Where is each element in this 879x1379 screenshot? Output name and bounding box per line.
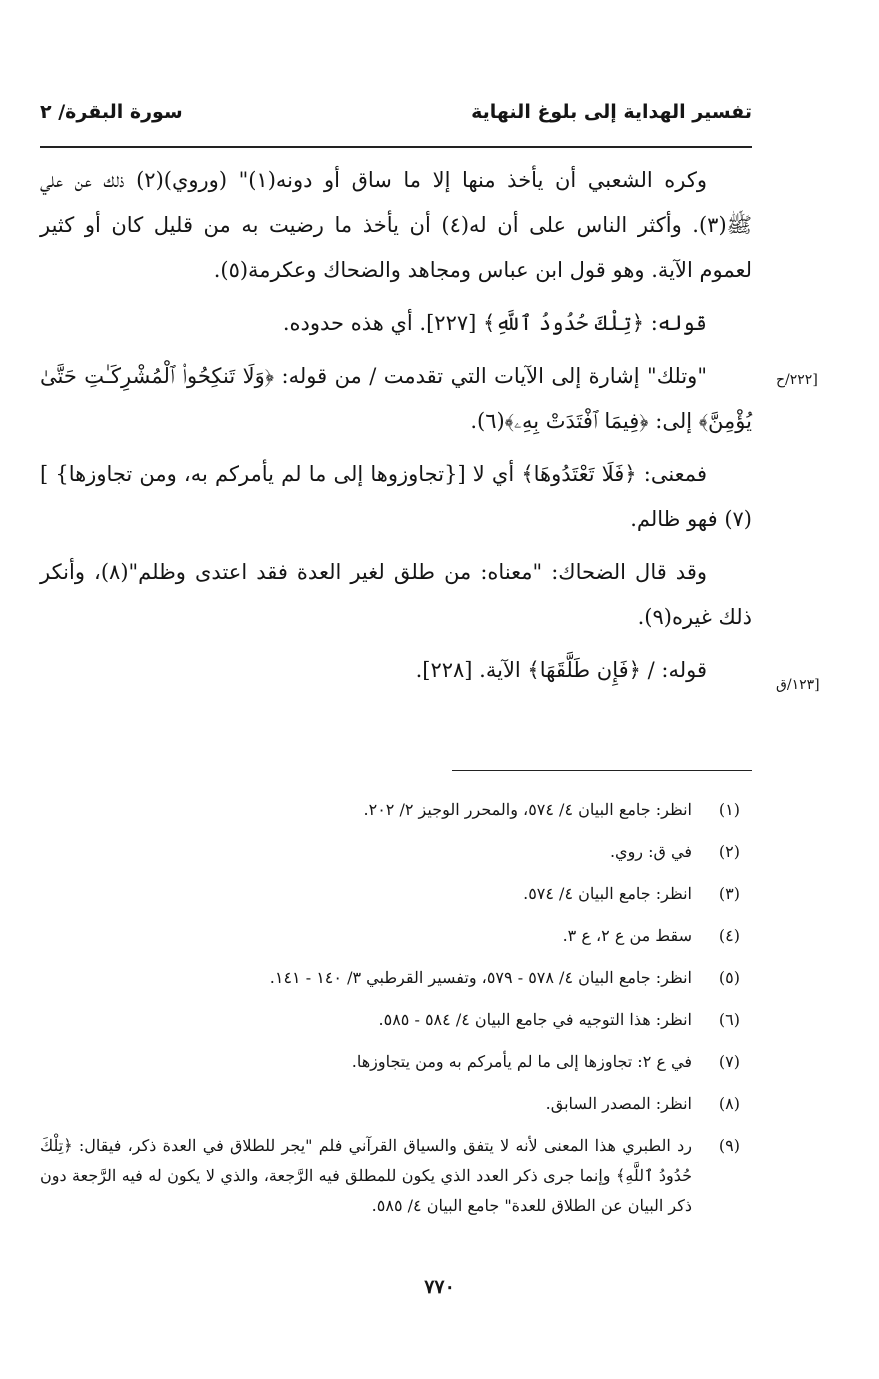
footnote-number: (٨): [718, 1094, 740, 1113]
footnote-number: (٧): [718, 1052, 740, 1071]
paragraph: قوله: / ﴿فَإِن طَلَّقَهَا﴾ الآية. [٢٢٨].: [415, 658, 707, 682]
margin-note: [١٢٣/ق: [776, 677, 820, 693]
footnote: [40, 1047, 752, 1077]
page-number: ٧٧٠: [424, 1276, 455, 1298]
footnote-number: (٢): [718, 842, 740, 861]
footnote: [40, 795, 752, 825]
paragraph: وكره الشعبي أن يأخذ منها إلا ما ساق أو دونه(١)" (وروي)(٢) ذلك عن علي ﷺ(٣). وأكثر الناس على أن له(٤) أن يأخذ ما رضيت به من قليل كان أو كثير لعموم الآية. وهو قول ابن عباس ومجاهد والضحاك وعكرمة(٥).: [40, 168, 752, 282]
footnote-text: رد الطبري هذا المعنى لأنه لا يتفق والسياق القرآني فلم "يجر للطلاق في العدة ذكر، فيقال: ﴿تِلْكَ حُدُودُ ٱللَّهِ﴾ وإنما جرى ذكر العدد الذي يكون للمطلق فيه الرَّجعة، والذي لا يكون له فيه الرَّجعة دون ذكر البيان عن الطلاق للعدة" جامع البيان ٤/ ٥٨٥.: [40, 1136, 692, 1215]
header-rule: [40, 146, 752, 148]
footnote-separator: [452, 770, 752, 771]
footnote-number: (٥): [718, 968, 740, 987]
footnote-text: انظر: جامع البيان ٤/ ٥٧٨ - ٥٧٩، وتفسير القرطبي ٣/ ١٤٠ - ١٤١.: [269, 968, 692, 987]
footnote-number: (٩): [718, 1136, 740, 1155]
book-title: تفسير الهداية إلى بلوغ النهاية: [471, 101, 752, 123]
footnote: [40, 921, 752, 951]
paragraph: "وتلك" إشارة إلى الآيات التي تقدمت / من قوله: ﴿وَلَا تَنكِحُوا۟ ٱلْمُشْرِكَـٰتِ حَتَّىٰ يُؤْمِنَّ﴾ إلى: ﴿فِيمَا ٱفْتَدَتْ بِهِۦ﴾(٦).: [40, 364, 752, 433]
footnote-text: انظر: جامع البيان ٤/ ٥٧٤، والمحرر الوجيز ٢/ ٢٠٢.: [363, 800, 692, 819]
footnote-text: انظر: جامع البيان ٤/ ٥٧٤.: [523, 884, 692, 903]
footnote: [40, 963, 752, 993]
paragraph: وقد قال الضحاك: "معناه: من طلق لغير العدة فقد اعتدى وظلم"(٨)، وأنكر ذلك غيره(٩).: [40, 560, 752, 629]
footnote: [40, 837, 752, 867]
footnote-text: في ع ٢: تجاوزها إلى ما لم يأمركم به ومن يتجاوزها.: [351, 1052, 692, 1071]
footnote-text: انظر: هذا التوجيه في جامع البيان ٤/ ٥٨٤ - ٥٨٥.: [378, 1010, 692, 1029]
footnote-text: سقط من ع ٢، ع ٣.: [562, 926, 692, 945]
margin-note: [٢٢٢/ح: [776, 372, 818, 388]
footnote: [40, 879, 752, 909]
footnotes: [40, 795, 752, 1233]
paragraph: قوله: ﴿تِلْكَ حُدُودُ ٱللَّهِ﴾ [٢٢٧]. أي هذه حدوده.: [282, 311, 707, 335]
footnote: [40, 1131, 752, 1221]
main-text: [40, 158, 752, 701]
footnote-number: (٣): [718, 884, 740, 903]
footnote: [40, 1089, 752, 1119]
running-header: [40, 101, 752, 141]
footnote-number: (١): [718, 800, 740, 819]
footnote-text: في ق: روي.: [609, 842, 692, 861]
footnote: [40, 1005, 752, 1035]
paragraph: فمعنى: ﴿فَلَا تَعْتَدُوهَا﴾ أي لا [{تجاوزوها إلى ما لم يأمركم به، ومن تجاوزها} ](٧) فهو ظالم.: [40, 462, 752, 531]
surah-title: سورة البقرة/ ٢: [40, 101, 183, 123]
footnote-number: (٤): [718, 926, 740, 945]
footnote-text: انظر: المصدر السابق.: [545, 1094, 692, 1113]
footnote-number: (٦): [718, 1010, 740, 1029]
